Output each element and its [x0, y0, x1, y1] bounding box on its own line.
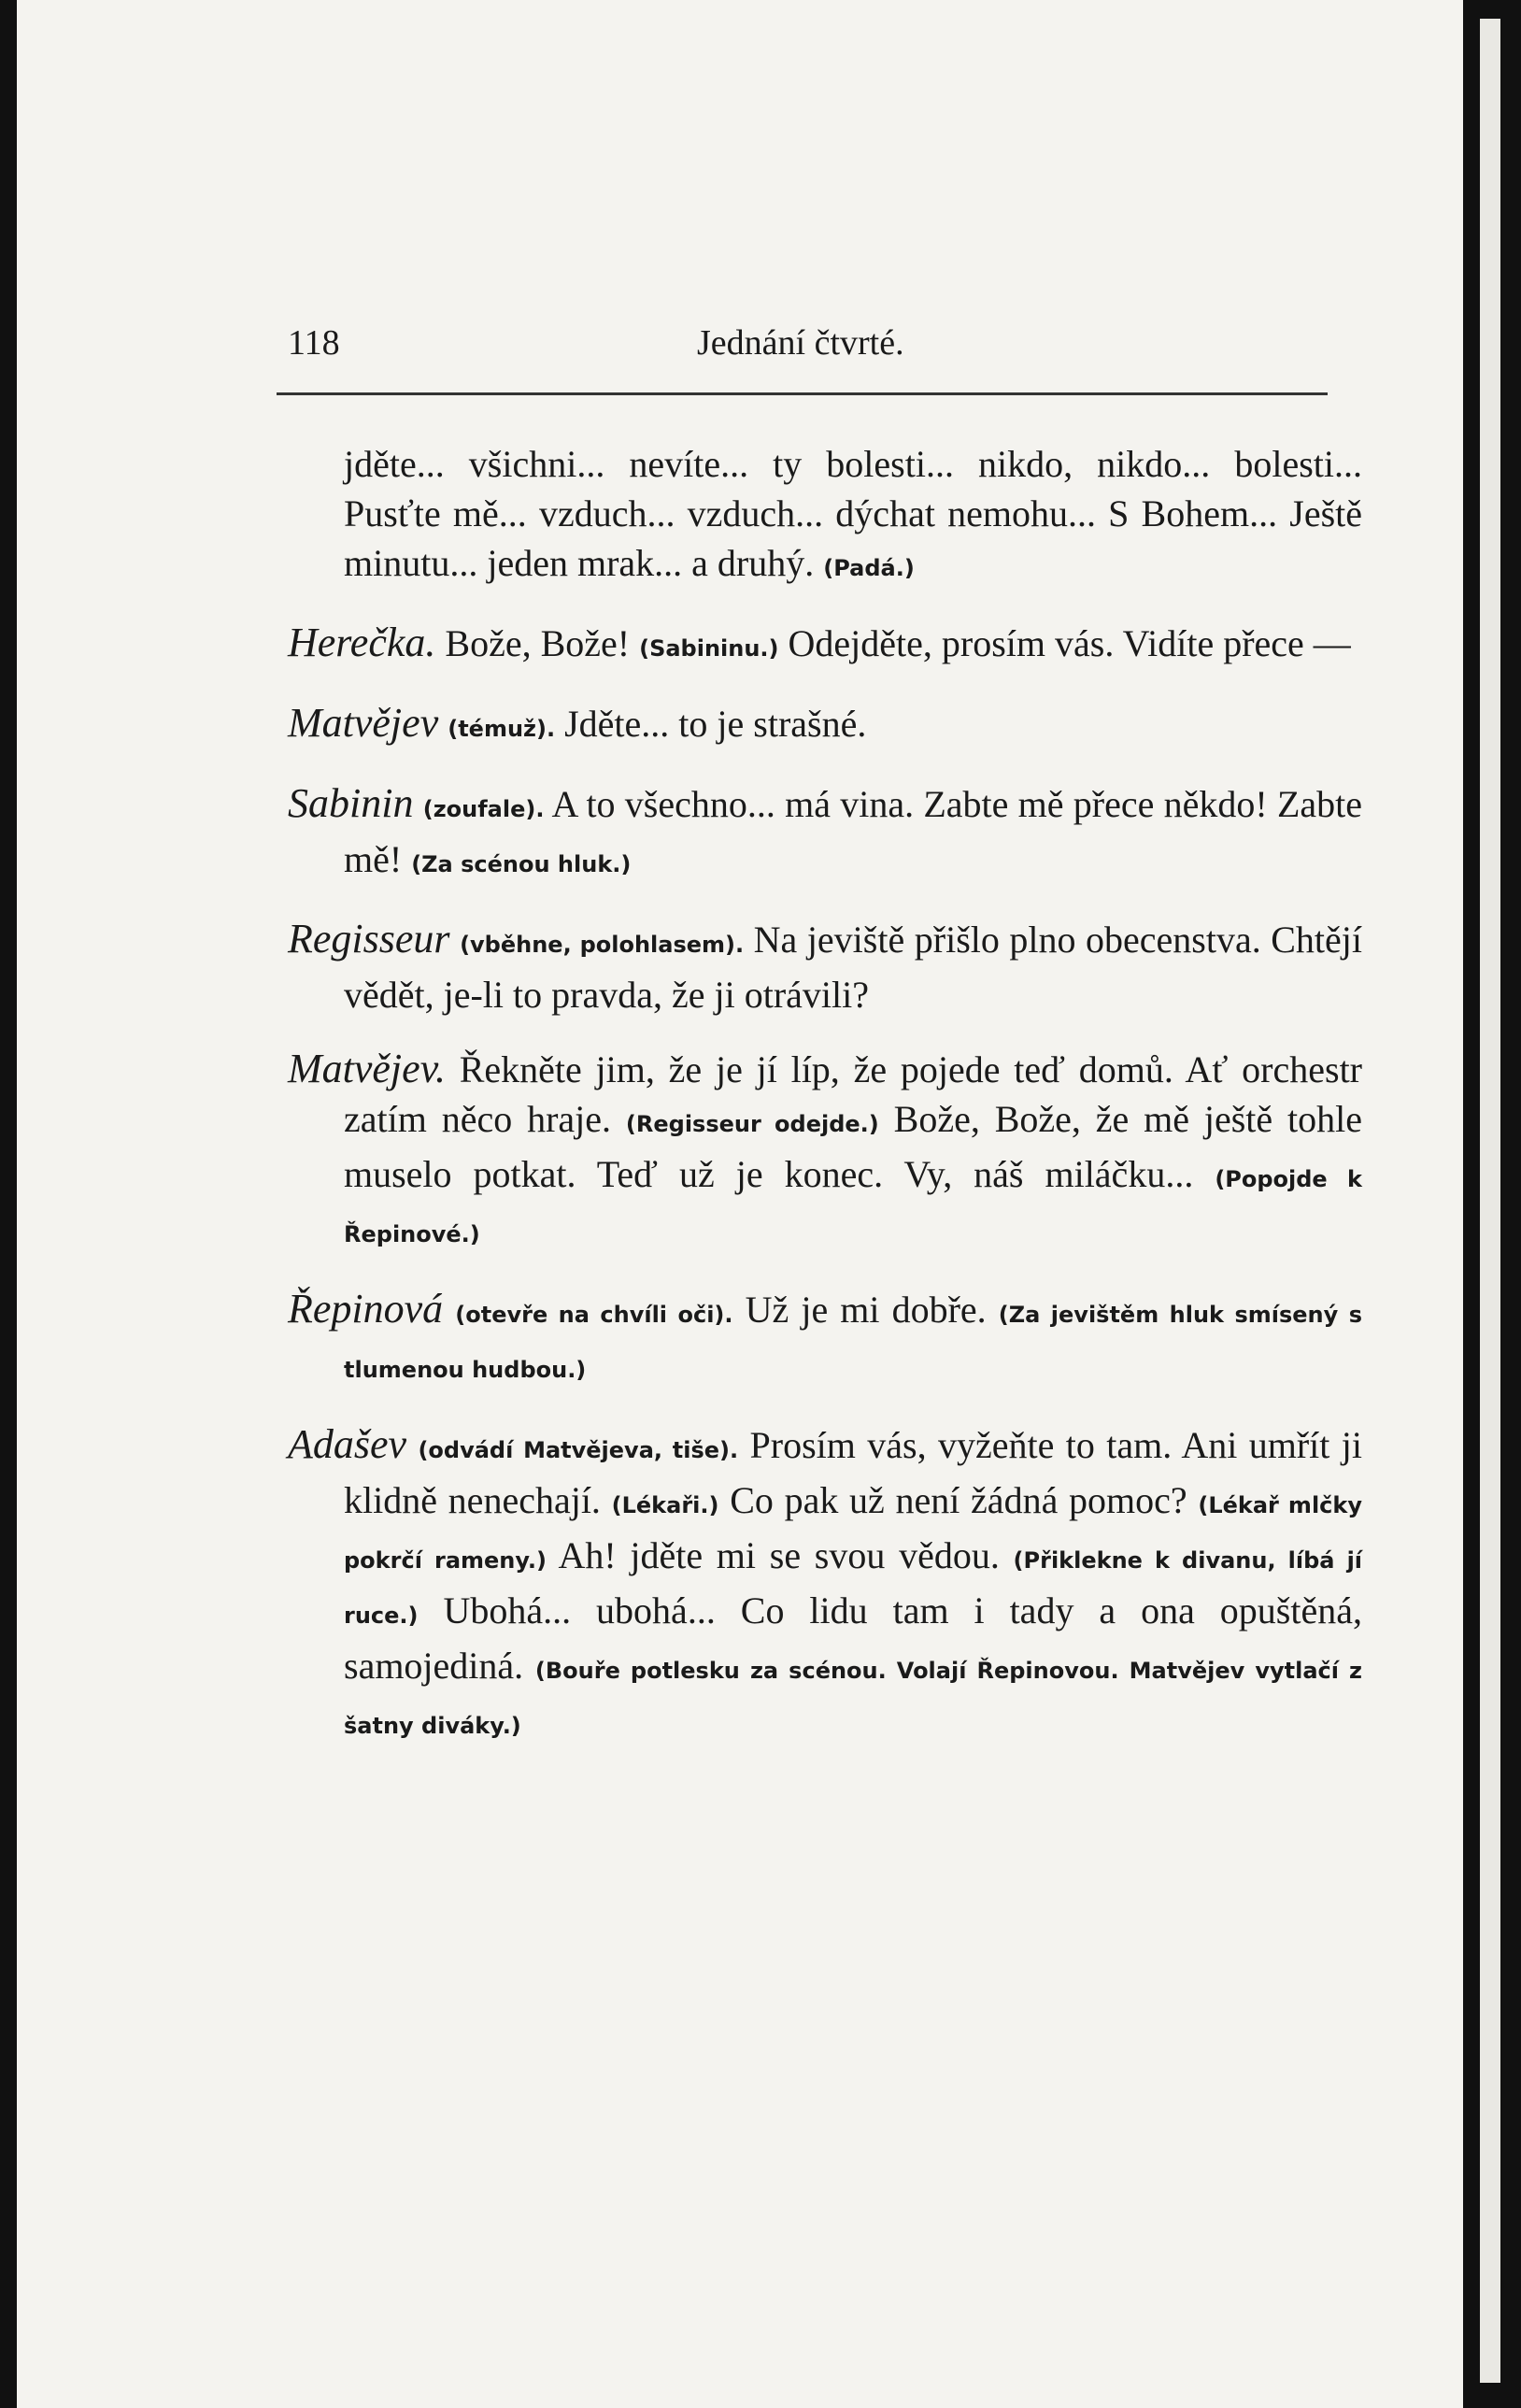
dialogue-text: Už je mi dobře. — [745, 1289, 987, 1331]
page-number: 118 — [288, 323, 340, 363]
speaker-name: Regisseur — [288, 916, 450, 962]
dialogue-text: Bože, Bože! — [445, 622, 631, 664]
dialogue-text: Řekněte jim, že je jí líp, že pojede teď domů. Ať orchestr zatím něco hraje. — [344, 1048, 1363, 1140]
speech-herecka — [288, 618, 1362, 674]
adjacent-page-edge — [1480, 19, 1500, 2383]
speaker-name: Adašev — [288, 1421, 407, 1467]
stage-direction: (Regisseur odejde.) — [625, 1111, 879, 1137]
play-text — [288, 439, 1362, 1775]
stage-direction: (otevře na chvíli oči). — [455, 1302, 733, 1328]
dialogue-text: Ah! jděte mi se svou vědou. — [558, 1534, 1000, 1576]
stage-direction: (odvádí Matvějeva, tiše). — [418, 1437, 739, 1463]
dialogue-text: Jděte... to je strašné. — [564, 703, 867, 745]
page-header — [288, 322, 1362, 378]
stage-direction: (Sabininu.) — [639, 635, 779, 662]
dialogue-text: Odejděte, prosím vás. Vidíte přece — — [788, 622, 1351, 664]
stage-direction: (Padá.) — [823, 555, 915, 581]
stage-direction: (vběhne, polohlasem). — [460, 932, 745, 958]
dialogue-text: Ubohá... ubohá... Co lidu tam i tady a ona opuštěná, samojediná. — [344, 1589, 1362, 1687]
stage-direction: (Za jevištěm hluk smísený s tlumenou hudbou.) — [344, 1302, 1363, 1383]
speaker-name: Matvějev — [288, 700, 439, 746]
speech-regisseur — [288, 914, 1362, 1019]
dialogue-text: Bože, Bože, že mě ještě tohle muselo potkat. Teď už je konec. Vy, náš miláčku... — [344, 1098, 1363, 1195]
speaker-name: Řepinová — [288, 1286, 444, 1332]
speaker-name: Matvějev. — [288, 1046, 446, 1091]
stage-direction: (zoufale). — [422, 796, 545, 822]
stage-direction: (témuž). — [448, 716, 556, 742]
book-page — [17, 0, 1463, 2408]
running-head: Jednání čtvrté. — [697, 323, 904, 363]
dialogue-text: Na jeviště přišlo plno obecenstva. Chtějí vědět, je-li to pravda, že ji otrávili? — [344, 919, 1363, 1016]
stage-direction: (Lékaři.) — [611, 1492, 719, 1518]
stage-direction: (Bouře potlesku za scénou. Volají Řepinovou. Matvějev vytlačí z šatny diváky.) — [344, 1658, 1362, 1739]
speaker-name: Herečka. — [288, 620, 436, 665]
stage-direction: (Popojde k Řepinové.) — [344, 1166, 1363, 1247]
dialogue-text: Prosím vás, vyžeňte to tam. Ani umřít ji klidně nenechají. — [344, 1424, 1363, 1521]
paragraph-continuation — [288, 439, 1362, 593]
dialogue-text: Co pak už není žádná pomoc? — [730, 1479, 1187, 1521]
speech-matvejev-1 — [288, 698, 1362, 754]
header-rule — [277, 392, 1328, 395]
speech-sabinin — [288, 778, 1362, 890]
speech-repinova — [288, 1284, 1362, 1395]
stage-direction: (Lékař mlčky pokrčí rameny.) — [344, 1492, 1362, 1574]
dialogue-text: jděte... všichni... nevíte... ty bolesti... nikdo, nikdo... bolesti... Pusťte mě... vzduch... vzduch... dýchat nemohu... S Bohem... Ještě minutu... jeden mrak... a druhý. — [344, 443, 1362, 584]
speaker-name: Sabinin — [288, 780, 414, 826]
stage-direction: (Za scénou hluk.) — [411, 851, 632, 877]
speech-matvejev-2 — [288, 1044, 1362, 1260]
speech-adasev — [288, 1419, 1362, 1751]
stage-direction: (Přiklekne k divanu, líbá jí ruce.) — [344, 1547, 1363, 1629]
dialogue-text: A to všechno... má vina. Zabte mě přece někdo! Zabte mě! — [344, 783, 1363, 880]
